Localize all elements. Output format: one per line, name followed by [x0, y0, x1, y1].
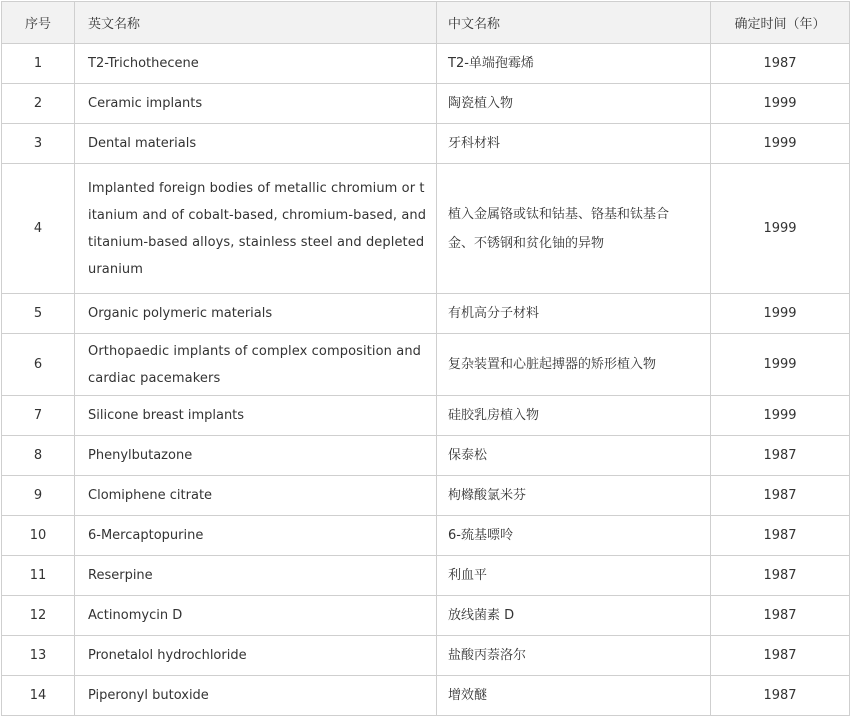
cell-serial-number: 12 [2, 596, 75, 636]
cell-year: 1999 [711, 164, 850, 294]
table-row [2, 164, 850, 294]
cell-year: 1999 [711, 334, 850, 396]
cell-english-name: Organic polymeric materials [75, 294, 437, 334]
table-row [2, 294, 850, 334]
cell-serial-number: 1 [2, 44, 75, 84]
header-serial-number: 序号 [2, 2, 75, 44]
cell-chinese-name: 6-巯基嘌呤 [437, 516, 711, 556]
cell-serial-number: 7 [2, 396, 75, 436]
cell-serial-number: 3 [2, 124, 75, 164]
table-row [2, 44, 850, 84]
cell-serial-number: 8 [2, 436, 75, 476]
cell-serial-number: 10 [2, 516, 75, 556]
table-row [2, 556, 850, 596]
data-table-container [0, 1, 826, 728]
table-row [2, 396, 850, 436]
cell-year: 1999 [711, 84, 850, 124]
cell-serial-number: 11 [2, 556, 75, 596]
cell-english-name: Piperonyl butoxide [75, 676, 437, 716]
cell-year: 1987 [711, 556, 850, 596]
cell-english-name: Ceramic implants [75, 84, 437, 124]
header-year: 确定时间（年） [711, 2, 850, 44]
cell-english-name: Implanted foreign bodies of metallic chromium or titanium and of cobalt-based, chromium-based, and titanium-based alloys, stainless steel and depleted uranium [75, 164, 437, 294]
table-row [2, 636, 850, 676]
cell-serial-number: 4 [2, 164, 75, 294]
cell-english-name: Phenylbutazone [75, 436, 437, 476]
cell-year: 1987 [711, 636, 850, 676]
cell-chinese-name: 植入金属铬或钛和钴基、铬基和钛基合金、不锈钢和贫化铀的异物 [437, 164, 711, 294]
cell-serial-number: 2 [2, 84, 75, 124]
cell-chinese-name: 有机高分子材料 [437, 294, 711, 334]
cell-english-name: Silicone breast implants [75, 396, 437, 436]
cell-year: 1987 [711, 44, 850, 84]
table-row [2, 516, 850, 556]
cell-english-name: Reserpine [75, 556, 437, 596]
cell-chinese-name: 放线菌素 D [437, 596, 711, 636]
table-row [2, 596, 850, 636]
cell-english-name: Clomiphene citrate [75, 476, 437, 516]
table-row [2, 436, 850, 476]
cell-chinese-name: 利血平 [437, 556, 711, 596]
cell-english-name: Dental materials [75, 124, 437, 164]
cell-year: 1987 [711, 476, 850, 516]
cell-chinese-name: 保泰松 [437, 436, 711, 476]
header-row [2, 2, 850, 44]
cell-serial-number: 14 [2, 676, 75, 716]
table-row [2, 124, 850, 164]
header-chinese-name: 中文名称 [437, 2, 711, 44]
cell-chinese-name: 复杂装置和心脏起搏器的矫形植入物 [437, 334, 711, 396]
table-row [2, 84, 850, 124]
cell-english-name: Actinomycin D [75, 596, 437, 636]
cell-chinese-name: 枸橼酸氯米芬 [437, 476, 711, 516]
cell-year: 1999 [711, 396, 850, 436]
table-row [2, 334, 850, 396]
cell-year: 1999 [711, 124, 850, 164]
cell-year: 1987 [711, 436, 850, 476]
cell-year: 1987 [711, 676, 850, 716]
cell-serial-number: 5 [2, 294, 75, 334]
cell-year: 1999 [711, 294, 850, 334]
cell-chinese-name: 牙科材料 [437, 124, 711, 164]
cell-english-name: Orthopaedic implants of complex composition and cardiac pacemakers [75, 334, 437, 396]
cell-serial-number: 13 [2, 636, 75, 676]
table-header [2, 2, 850, 44]
cell-english-name: Pronetalol hydrochloride [75, 636, 437, 676]
table-row [2, 676, 850, 716]
cell-chinese-name: T2-单端孢霉烯 [437, 44, 711, 84]
cell-serial-number: 9 [2, 476, 75, 516]
cell-english-name: T2-Trichothecene [75, 44, 437, 84]
cell-chinese-name: 陶瓷植入物 [437, 84, 711, 124]
cell-english-name: 6-Mercaptopurine [75, 516, 437, 556]
carcinogen-table [1, 1, 850, 716]
table-body [2, 44, 850, 716]
header-english-name: 英文名称 [75, 2, 437, 44]
cell-year: 1987 [711, 596, 850, 636]
cell-chinese-name: 盐酸丙萘洛尔 [437, 636, 711, 676]
cell-year: 1987 [711, 516, 850, 556]
cell-serial-number: 6 [2, 334, 75, 396]
table-row [2, 476, 850, 516]
cell-chinese-name: 增效醚 [437, 676, 711, 716]
cell-chinese-name: 硅胶乳房植入物 [437, 396, 711, 436]
